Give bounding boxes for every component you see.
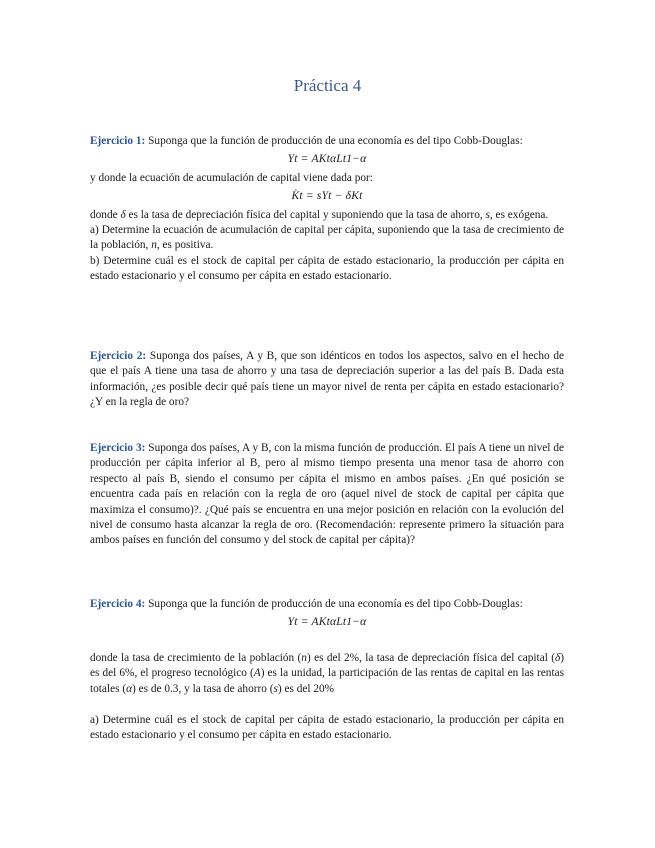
exercise-4-parameters: donde la tasa de crecimiento de la población (n) es del 2%, la tasa de depreciación física del capital (δ) es del 6%, el progreso tecnológico (A) es la unidad, la participación de las rentas de capital en las rentas totales (α) es de 0.3, y la tasa de ahorro (s) es del 20% xyxy=(90,651,564,695)
exercise-1-label: Ejercicio 1: xyxy=(90,135,146,147)
exercise-3 xyxy=(90,441,564,549)
production-function-equation: Yt = AKtαLt1−α xyxy=(287,153,367,166)
exercise-3-text: Suponga dos países, A y B, con la misma función de producción. El país A tiene un nivel de producción per cápita inferior al B, pero al mismo tiempo presenta una menor tasa de ahorro con respecto al país B, siendo el consumo per cápita el mismo en ambos países. ¿En qué posición se encuentra cada país en relación con la regla de oro (aquel nivel de stock de capital per cápita que maximiza el consumo)?. ¿Qué país se encuentra en una mejor posición en relación con la evolución del nivel de consumo hasta alcanzar la regla de oro. (Recomendación: represente primero la situación para ambos países en función del consumo y del stock de capital per cápita)? xyxy=(90,442,565,547)
exercise-1-part-b: b) Determine cuál es el stock de capital per cápita de estado estacionario, la producción per cápita en estado estacionario y el consumo per cápita en estado estacionario. xyxy=(90,254,564,283)
exercise-2 xyxy=(90,349,564,411)
exercise-2-label: Ejercicio 2: xyxy=(90,350,147,362)
exercise-1-part-a: a) Determine la ecuación de acumulación de capital per cápita, suponiendo que la tasa de crecimiento de la población, n, es positiva. xyxy=(90,224,564,252)
production-function-equation-2: Yt = AKtαLt1−α xyxy=(287,616,367,629)
exercise-1-intro-text: Suponga que la función de producción de una economía es del tipo Cobb-Douglas: xyxy=(148,135,523,147)
page-title: Práctica 4 xyxy=(293,76,362,95)
exercise-4-part-a: a) Determine cuál es el stock de capital per cápita de estado estacionario, la producción per cápita en estado estacionario y el consumo per cápita en estado estacionario. xyxy=(90,714,564,742)
n-symbol: n xyxy=(151,239,157,252)
delta-symbol: δ xyxy=(120,208,126,221)
exercise-1-definitions: donde δ es la tasa de depreciación física del capital y suponiendo que la tasa de ahorro, s, es exógena. xyxy=(90,208,549,221)
exercise-4-label: Ejercicio 4: xyxy=(90,598,146,610)
exercise-1 xyxy=(90,134,564,285)
s-symbol: s xyxy=(485,208,490,221)
exercise-4 xyxy=(90,597,564,744)
exercise-1-intro xyxy=(90,134,564,149)
exercise-1-middle: y donde la ecuación de acumulación de capital viene dada por: xyxy=(90,171,373,184)
exercise-3-label: Ejercicio 3: xyxy=(90,442,146,454)
exercise-4-intro-text: Suponga que la función de producción de una economía es del tipo Cobb-Douglas: xyxy=(148,598,523,610)
capital-accumulation-equation: K̇t = sYt − δKt xyxy=(291,190,363,203)
exercise-2-text: Suponga dos países, A y B, que son idénticos en todos los aspectos, salvo en el hecho de que el país A tiene una tasa de ahorro y una tasa de depreciación superior a las del país B. Dada esta información, ¿es posible decir qué país tiene un mayor nivel de renta per cápita en estado estacionario? ¿Y en la regla de oro? xyxy=(90,350,565,409)
